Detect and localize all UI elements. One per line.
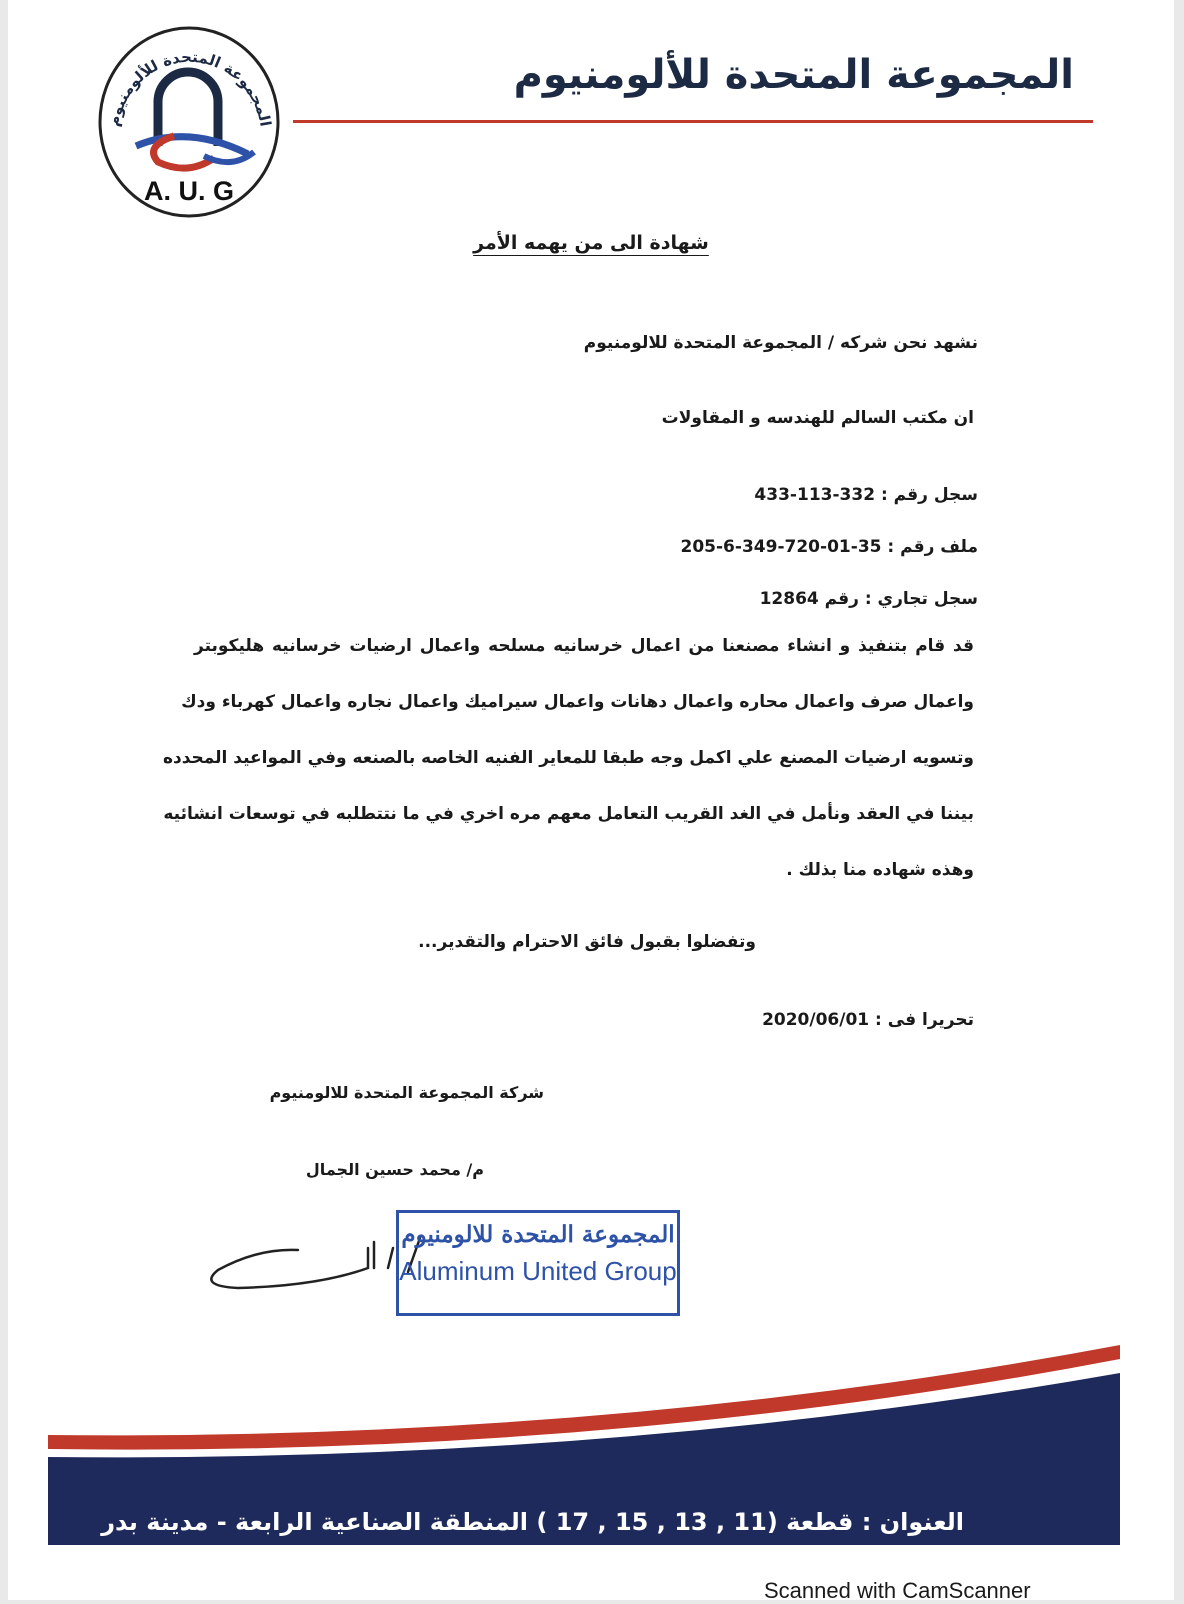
body-line-3: وتسويه ارضيات المصنع علي اكمل وجه طبقا للمعاير الفنيه الخاصه بالصنعه وفي المواعيد المحدده (162, 748, 974, 768)
certificate-subject (8, 232, 1174, 254)
body-last-line: وهذه شهاده منا بذلك . (786, 860, 974, 880)
commercial-registry-line: سجل تجاري : رقم 12864 (759, 589, 978, 609)
stamp-english-text: Aluminum United Group (399, 1256, 677, 1286)
footer-banner (48, 1345, 1138, 1585)
camscanner-watermark: Scanned with CamScanner (764, 1578, 1031, 1603)
header-divider (293, 120, 1093, 123)
file-line: ملف رقم : 35-01-720-349-6-205 (680, 537, 978, 557)
body-line-1: قد قام بتنفيذ و انشاء مصنعنا من اعمال خرسانيه مسلحه واعمال ارضيات خرسانيه هليكوبتر (194, 636, 974, 656)
company-stamp (396, 1210, 680, 1316)
body-line-4: بيننا في العقد ونأمل في الغد القريب التعامل معهم مره اخري في ما نتتطلبه في توسعات انشائيه (163, 804, 974, 824)
body-line-2: واعمال صرف واعمال محاره واعمال دهانات واعمال سيراميك واعمال نجاره واعمال كهرباء ودك (181, 692, 974, 712)
aug-logo (96, 24, 282, 220)
subject-text: شهادة الى من يهمه الأمر (473, 232, 709, 254)
registry-line: سجل رقم : 332-113-433 (754, 485, 978, 505)
office-line: ان مكتب السالم للهندسه و المقاولات (661, 408, 974, 428)
document-page (8, 0, 1174, 1600)
logo-initials: A. U. G (143, 176, 235, 206)
signatory-name: م/ محمد حسين الجمال (305, 1160, 484, 1179)
company-name-header: المجموعة المتحدة للألومنيوم (513, 52, 1074, 98)
stamp-arabic-text: المجموعة المتحدة للالومنيوم (401, 1221, 675, 1248)
handwritten-signature (198, 1228, 428, 1308)
signatory-company: شركة المجموعة المتحدة للالومنيوم (269, 1083, 544, 1102)
closing-line: وتفضلوا بقبول فائق الاحترام والتقدير... (418, 932, 756, 952)
logo-arc-text: المجموعة المتحدة للألومنيوم (104, 47, 275, 128)
footer-address: العنوان : قطعة (11 , 13 , 15 , 17 ) المنطقة الصناعية الرابعة - مدينة بدر (101, 1508, 964, 1536)
date-line: تحريرا فى : 2020/06/01 (762, 1010, 974, 1030)
intro-line: نشهد نحن شركه / المجموعة المتحدة للالومنيوم (583, 333, 978, 353)
